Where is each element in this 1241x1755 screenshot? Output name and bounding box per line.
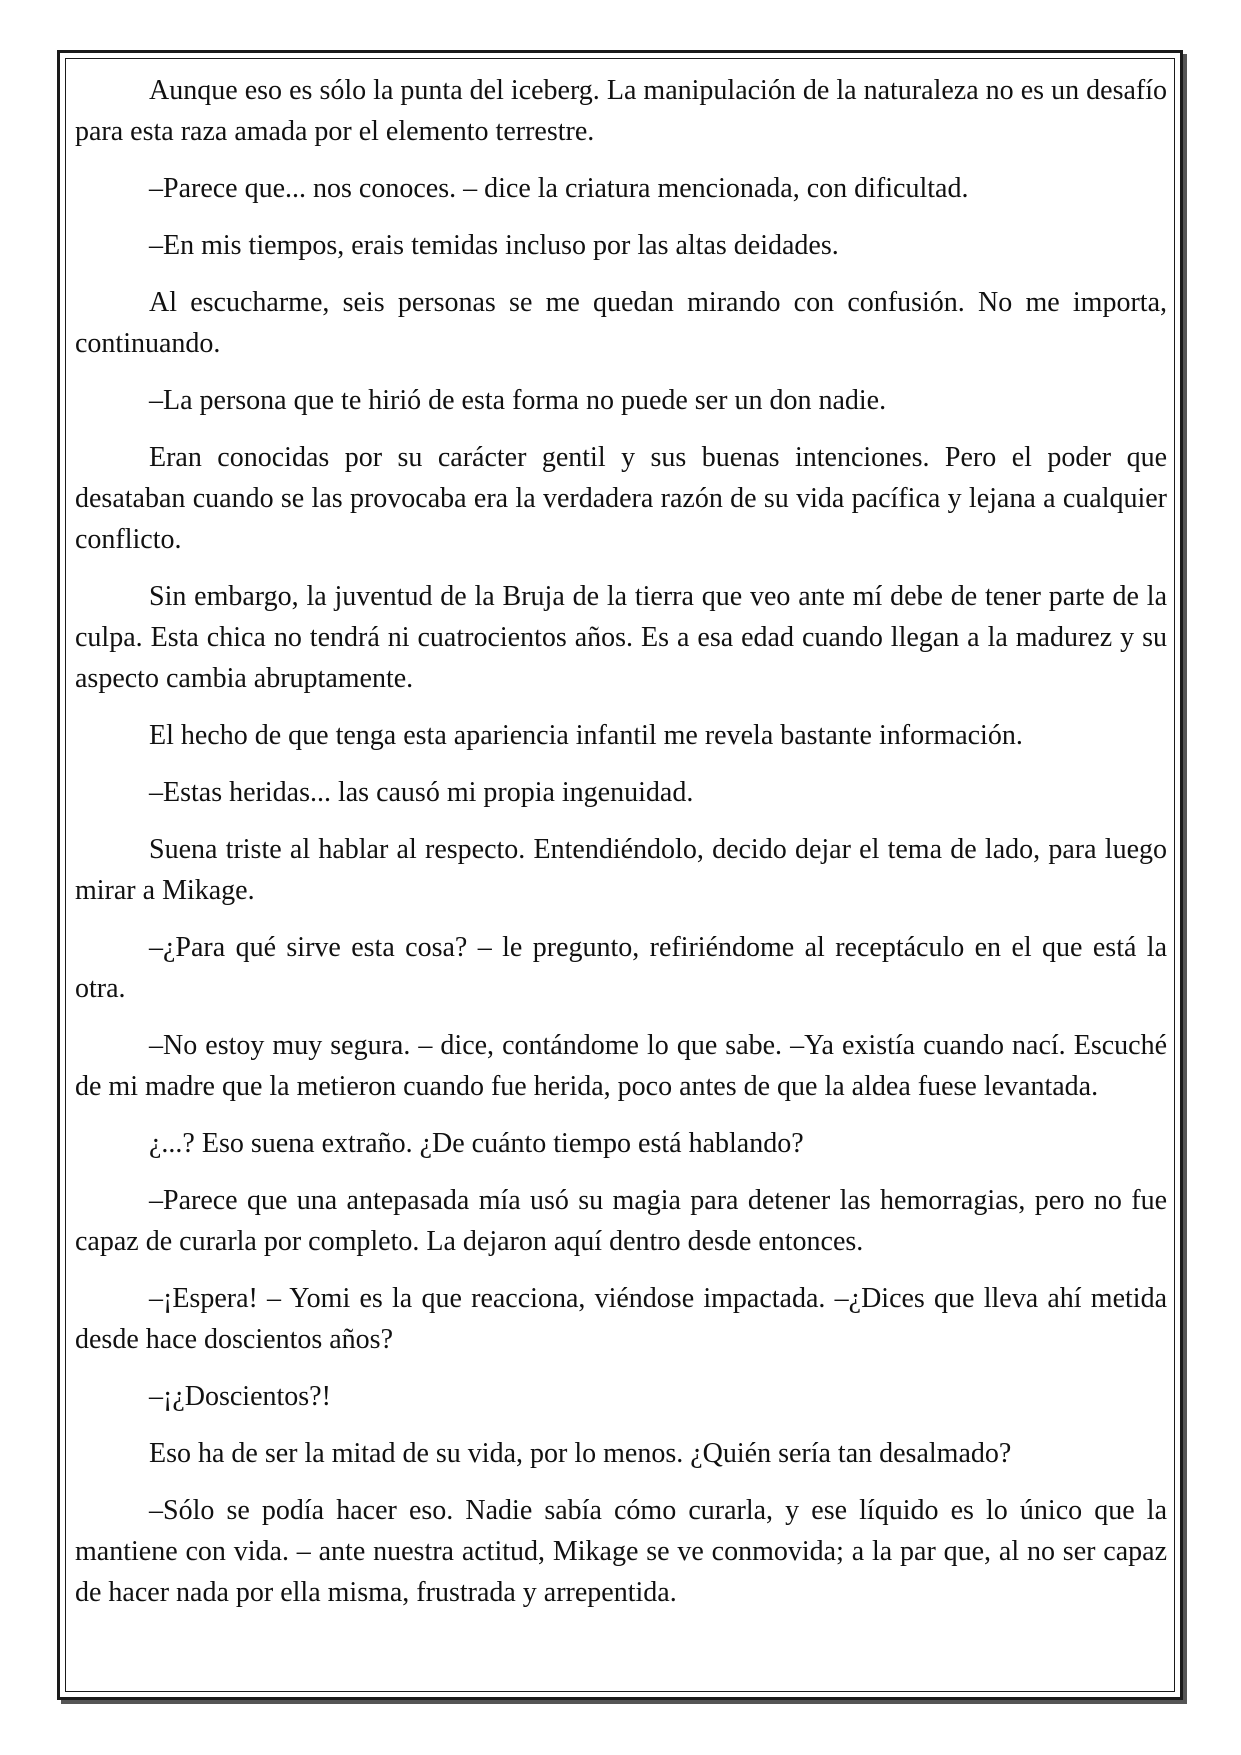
paragraph: –En mis tiempos, erais temidas incluso por las altas deidades. [149, 230, 839, 261]
paragraph: –¿Para qué sirve esta cosa? – le pregunto, refiriéndome al receptáculo en el que está la otra. [75, 932, 1167, 1004]
paragraph: –Sólo se podía hacer eso. Nadie sabía cómo curarla, y ese líquido es lo único que la mantiene con vida. – ante nuestra actitud, Mikage se ve conmovida; a la par que, al no ser capaz de hacer nada por ella misma, frustrada y arrepentida. [75, 1495, 1167, 1608]
paragraph: Al escucharme, seis personas se me quedan mirando con confusión. No me importa, continuando. [75, 287, 1167, 359]
paragraph: –¡¿Doscientos?! [149, 1381, 331, 1412]
paragraph: –La persona que te hirió de esta forma no puede ser un don nadie. [149, 385, 887, 416]
paragraph: Suena triste al hablar al respecto. Entendiéndolo, decido dejar el tema de lado, para luego mirar a Mikage. [75, 834, 1167, 906]
paragraph: El hecho de que tenga esta apariencia infantil me revela bastante información. [149, 720, 1023, 751]
paragraph: –Parece que una antepasada mía usó su magia para detener las hemorragias, pero no fue capaz de curarla por completo. La dejaron aquí dentro desde entonces. [75, 1185, 1167, 1257]
paragraph: –No estoy muy segura. – dice, contándome lo que sabe. –Ya existía cuando nací. Escuché de mi madre que la metieron cuando fue herida, poco antes de que la aldea fuese levantada. [75, 1030, 1167, 1102]
paragraph: –¡Espera! – Yomi es la que reacciona, viéndose impactada. –¿Dices que lleva ahí metida desde hace doscientos años? [75, 1283, 1167, 1355]
paragraph: Eso ha de ser la mitad de su vida, por lo menos. ¿Quién sería tan desalmado? [149, 1438, 1012, 1469]
paragraph: –Parece que... nos conoces. – dice la criatura mencionada, con dificultad. [149, 173, 969, 204]
paragraph: Sin embargo, la juventud de la Bruja de la tierra que veo ante mí debe de tener parte de la culpa. Esta chica no tendrá ni cuatrocientos años. Es a esa edad cuando llegan a la madurez y su aspecto cambia abruptamente. [75, 581, 1167, 694]
paragraph: ¿...? Eso suena extraño. ¿De cuánto tiempo está hablando? [149, 1128, 804, 1159]
paragraph: Aunque eso es sólo la punta del iceberg. La manipulación de la naturaleza no es un desafío para esta raza amada por el elemento terrestre. [75, 75, 1167, 147]
page-body [75, 70, 1167, 1629]
paragraph: Eran conocidas por su carácter gentil y sus buenas intenciones. Pero el poder que desataban cuando se las provocaba era la verdadera razón de su vida pacífica y lejana a cualquier conflicto. [75, 442, 1167, 555]
paragraph: –Estas heridas... las causó mi propia ingenuidad. [149, 777, 694, 808]
